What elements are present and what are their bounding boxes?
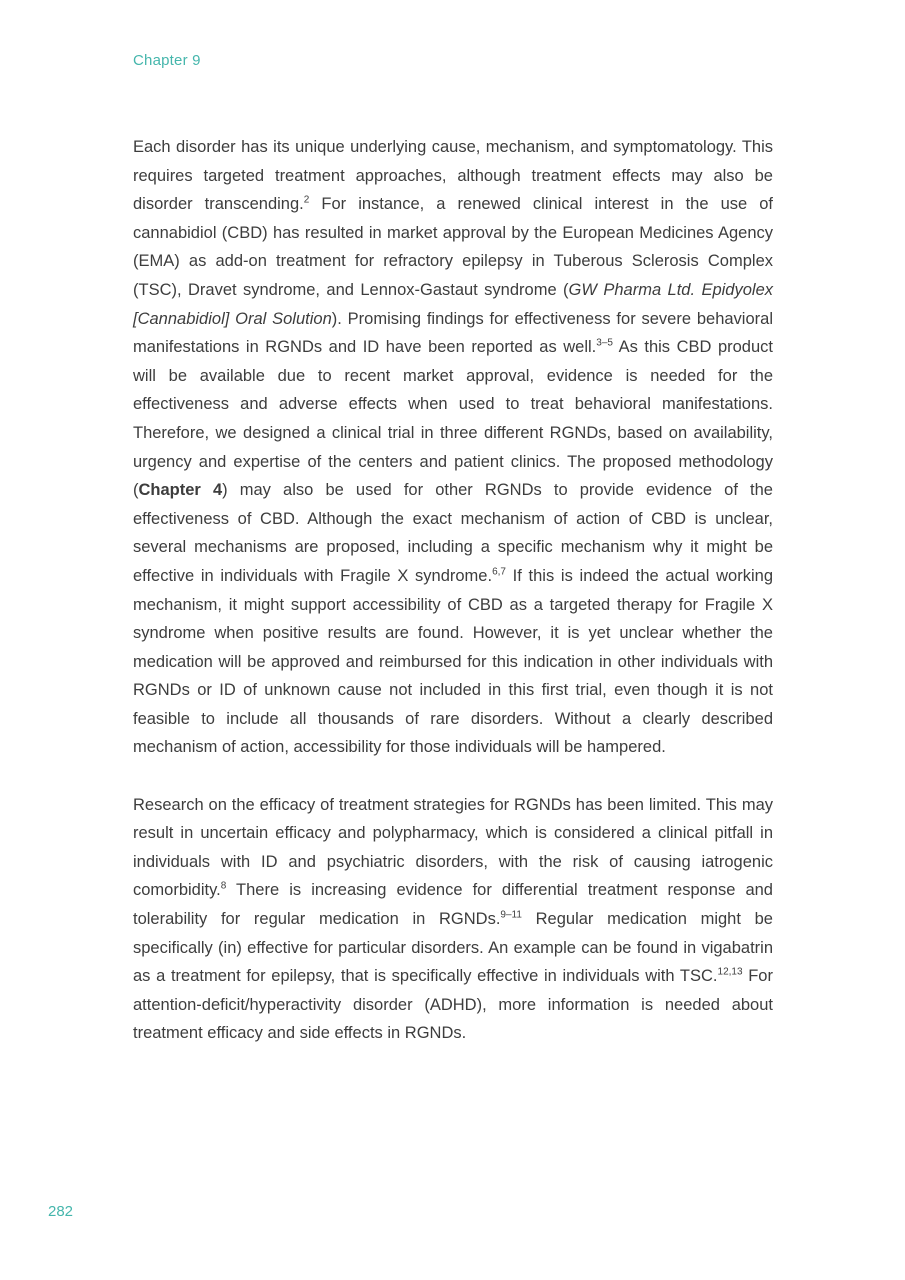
text-segment-sup: 3–5	[596, 337, 613, 349]
chapter-running-head: Chapter 9	[133, 52, 201, 69]
text-segment-normal: If this is indeed the actual working mechanism, it might support accessibility of CBD as a targeted therapy for Fragile X syndrome when positive results are found. However, it is yet unclear whether the medication will be approved and reimbursed for this indication in other individuals with RGNDs or ID of unknown cause not included in this first trial, even though it is not feasible to include all thousands of rare disorders. Without a clearly described mechanism of action, accessibility for those individuals will be hampered.	[133, 566, 773, 757]
text-segment-normal: As this CBD product will be available due to recent market approval, evidence is needed for the effectiveness and adverse effects when used to treat behavioral manifestations. Therefore, we designed a clinical trial in three different RGNDs, based on availability, urgency and expertise of the centers and patient clinics. The proposed methodology (	[133, 338, 773, 500]
text-segment-normal: Research on the efficacy of treatment strategies for RGNDs has been limited. This may result in uncertain efficacy and polypharmacy, which is considered a clinical pitfall in individuals with ID and psychiatric disorders, with the risk of causing iatrogenic comorbidity.	[133, 795, 773, 900]
paragraph	[133, 133, 773, 762]
paragraph	[133, 791, 773, 1048]
text-segment-normal: Each disorder has its unique underlying cause, mechanism, and symptomatology. This requires targeted treatment approaches, although treatment effects may also be disorder transcending.	[133, 138, 773, 214]
text-segment-sup: 9–11	[500, 909, 522, 921]
text-segment-normal: ). Promising findings for effectiveness for severe behavioral manifestations in RGNDs and ID have been reported as well.	[133, 309, 773, 357]
text-segment-normal: For attention-deficit/hyperactivity disorder (ADHD), more information is needed about treatment efficacy and side effects in RGNDs.	[133, 967, 773, 1043]
text-segment-normal: Regular medication might be specifically (in) effective for particular disorders. An example can be found in vigabatrin as a treatment for epilepsy, that is specifically effective in individuals with TSC.	[133, 910, 773, 986]
page-number: 282	[48, 1203, 74, 1220]
text-segment-italic: GW Pharma Ltd. Epidyolex [Cannabidiol] Oral Solution	[133, 280, 773, 328]
text-segment-sup: 6,7	[492, 566, 506, 578]
text-segment-sup: 8	[220, 880, 227, 892]
text-segment-sup: 12,13	[717, 966, 743, 978]
text-segment-sup: 2	[303, 194, 310, 206]
text-segment-bold: Chapter 4	[138, 481, 223, 500]
text-segment-normal: There is increasing evidence for differential treatment response and tolerability for regular medication in RGNDs.	[133, 881, 773, 929]
text-segment-normal: ) may also be used for other RGNDs to provide evidence of the effectiveness of CBD. Although the exact mechanism of action of CBD is unclear, several mechanisms are proposed, including a specific mechanism why it might be effective in individuals with Fragile X syndrome.	[133, 481, 773, 585]
body-text	[133, 133, 773, 1048]
text-segment-normal: For instance, a renewed clinical interest in the use of cannabidiol (CBD) has resulted in market approval by the European Medicines Agency (EMA) as add-on treatment for refractory epilepsy in Tuberous Sclerosis Complex (TSC), Dravet syndrome, and Lennox-Gastaut syndrome (	[133, 195, 773, 299]
